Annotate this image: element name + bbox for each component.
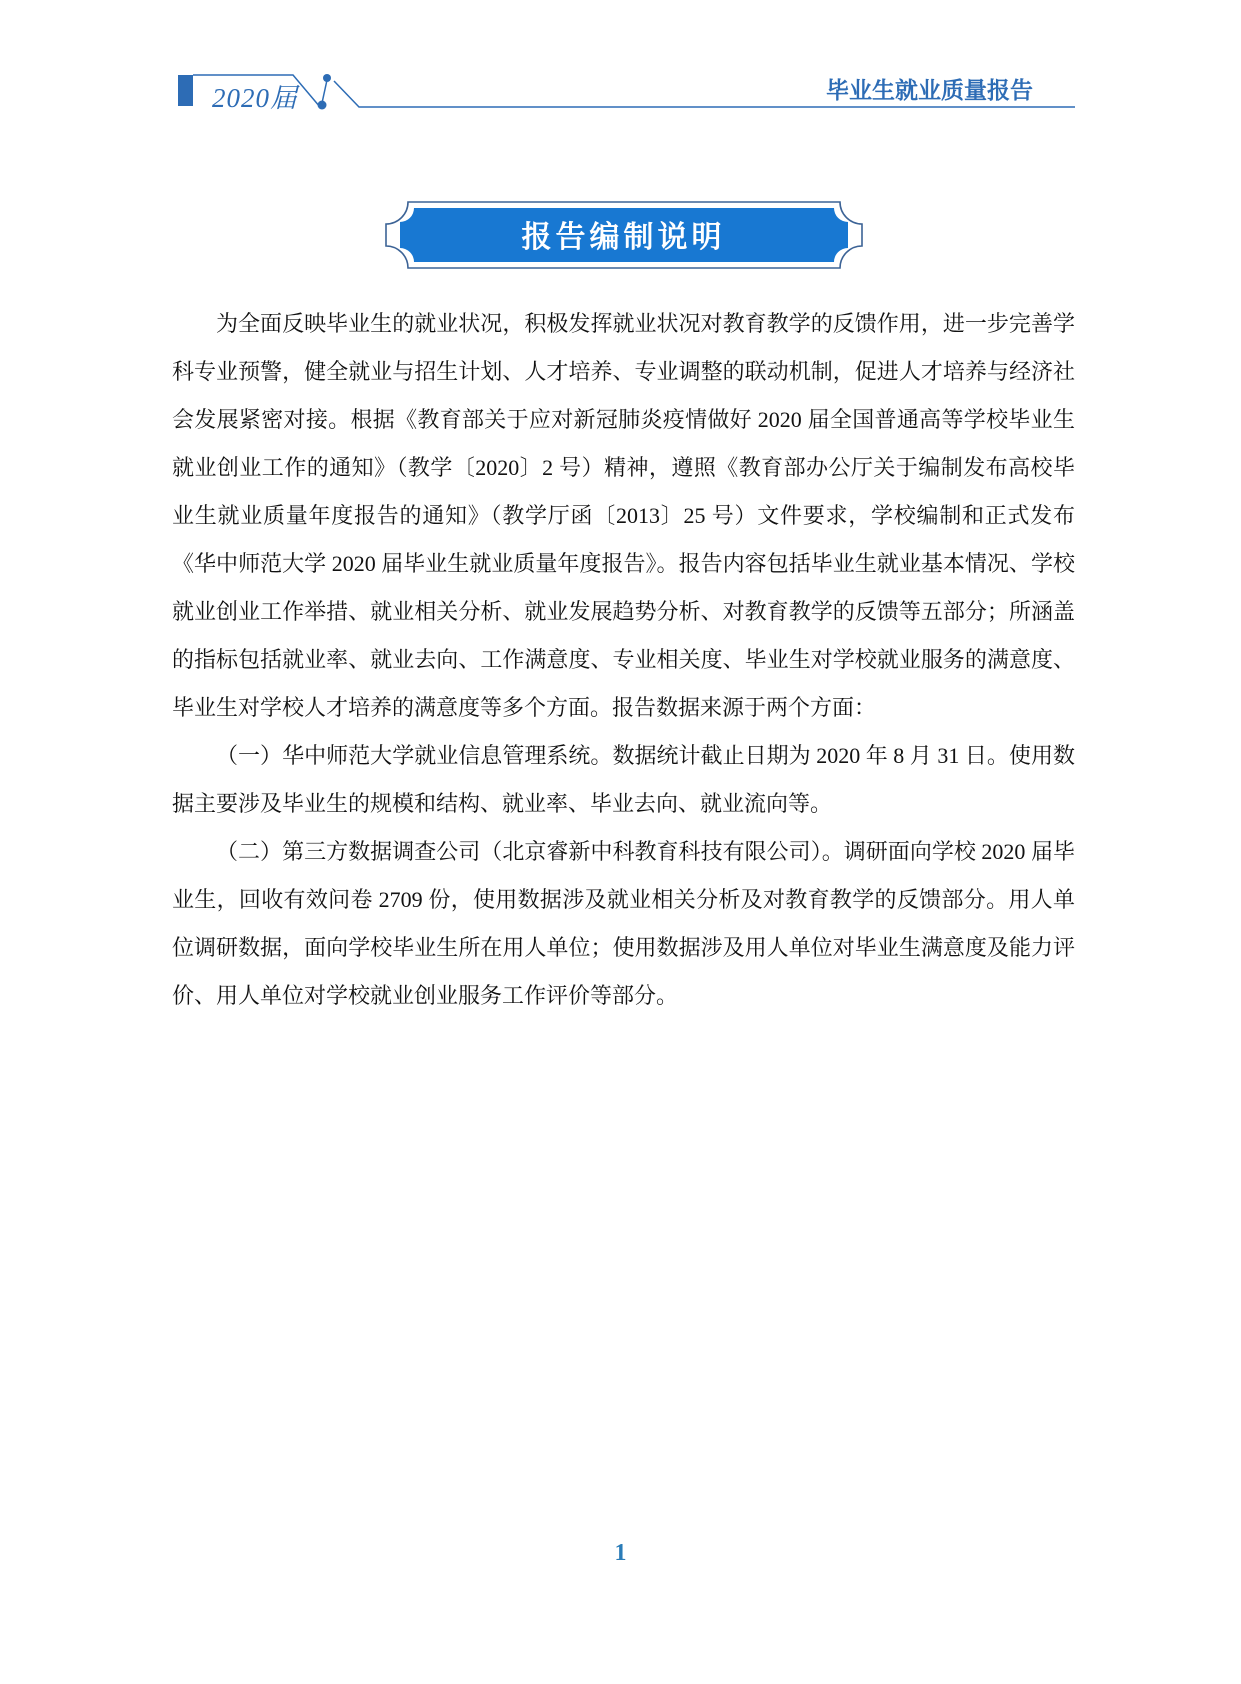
page-header	[172, 0, 1075, 120]
content-column	[172, 0, 1075, 1020]
header-year-tag: 2020届	[212, 83, 298, 113]
section-banner-title: 报告编制说明	[521, 221, 726, 254]
section-banner	[384, 200, 864, 270]
paragraph-source-two: （二）第三方数据调查公司（北京睿新中科教育科技有限公司）。调研面向学校 2020 届毕业生，回收有效问卷 2709 份，使用数据涉及就业相关分析及对教育教学的反馈部分。用人单位调研数据，面向学校毕业生所在用人单位；使用数据涉及用人单位对毕业生满意度及能力评价、用人单位对学校就业创业服务工作评价等部分。	[172, 839, 1075, 1008]
paragraph-intro: 为全面反映毕业生的就业状况，积极发挥就业状况对教育教学的反馈作用，进一步完善学科专业预警，健全就业与招生计划、人才培养、专业调整的联动机制，促进人才培养与经济社会发展紧密对接。根据《教育部关于应对新冠肺炎疫情做好 2020 届全国普通高等学校毕业生就业创业工作的通知》（教学〔2020〕2 号）精神，遵照《教育部办公厅关于编制发布高校毕业生就业质量年度报告的通知》（教学厅函〔2013〕25 号）文件要求，学校编制和正式发布《华中师范大学 2020 届毕业生就业质量年度报告》。报告内容包括毕业生就业基本情况、学校就业创业工作举措、就业相关分析、就业发展趋势分析、对教育教学的反馈等五部分；所涵盖的指标包括就业率、就业去向、工作满意度、专业相关度、毕业生对学校就业服务的满意度、毕业生对学校人才培养的满意度等多个方面。报告数据来源于两个方面：	[172, 311, 1075, 720]
paragraph-source-one: （一）华中师范大学就业信息管理系统。数据统计截止日期为 2020 年 8 月 31 日。使用数据主要涉及毕业生的规模和结构、就业率、毕业去向、就业流向等。	[172, 743, 1075, 816]
page-number: 1	[614, 1540, 627, 1566]
header-report-title: 毕业生就业质量报告	[826, 77, 1033, 103]
body-text	[172, 300, 1075, 1020]
